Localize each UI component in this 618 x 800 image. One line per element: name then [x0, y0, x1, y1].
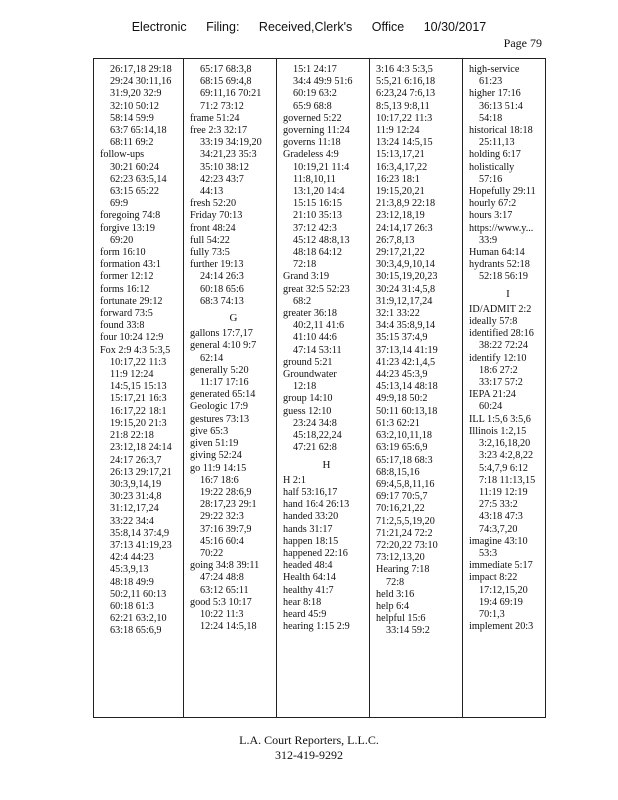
- header-office: Office: [371, 20, 405, 34]
- index-entry: 60:18 61:3: [110, 600, 154, 612]
- index-entry: 41:10 44:6: [293, 332, 337, 344]
- index-entry: generally 5:20: [190, 364, 249, 376]
- index-entry: free 2:3 32:17: [190, 125, 248, 137]
- index-entry: 30:3,4,9,10,14: [376, 259, 435, 271]
- index-entry: Hopefully 29:11: [469, 186, 536, 198]
- index-entry: 48:18 64:12: [293, 247, 342, 259]
- index-entry: 44:13: [200, 186, 224, 198]
- index-entry: 24:14,17 26:3: [376, 222, 433, 234]
- index-entry: 19:22 28:6,9: [200, 486, 252, 498]
- index-entry: 71:21,24 72:2: [376, 527, 433, 539]
- index-entry: foregoing 74:8: [100, 210, 161, 222]
- index-entry: 60:18 65:6: [200, 283, 244, 295]
- index-entry: happened 22:16: [283, 547, 348, 559]
- index-entry: Illinois 1:2,15: [469, 425, 527, 437]
- index-entry: ideally 57:8: [469, 316, 518, 328]
- index-entry: 11:9 12:24: [110, 369, 154, 381]
- index-entry: 62:21 63:2,10: [110, 613, 167, 625]
- index-entry: impact 8:22: [469, 572, 518, 584]
- index-entry: identify 12:10: [469, 352, 527, 364]
- index-column-1: [94, 59, 184, 717]
- index-entry: holding 6:17: [469, 149, 521, 161]
- index-entry: 33:14 59:2: [386, 625, 430, 637]
- index-column-4: [370, 59, 463, 717]
- index-entry: hands 31:17: [283, 523, 333, 535]
- index-entry: governing 11:24: [283, 125, 350, 137]
- index-entry: 57:16: [479, 173, 503, 185]
- index-entry: 69:4,5,8,11,16: [376, 478, 435, 490]
- index-column-5: [463, 59, 547, 717]
- index-entry: higher 17:16: [469, 88, 521, 100]
- index-entry: 71:2,5,5,19,20: [376, 515, 435, 527]
- index-entry: 33:19 34:19,20: [200, 137, 262, 149]
- index-entry: 29:24 30:11,16: [110, 76, 172, 88]
- index-entry: half 53:16,17: [283, 486, 338, 498]
- index-entry: 24:17 26:3,7: [110, 454, 162, 466]
- index-entry: 68:11 69:2: [110, 137, 154, 149]
- index-entry: holistically: [469, 161, 515, 173]
- index-entry: handed 33:20: [283, 511, 339, 523]
- index-entry: ground 5:21: [283, 356, 333, 368]
- index-entry: form 16:10: [100, 247, 146, 259]
- index-entry: 30:21 60:24: [110, 161, 159, 173]
- index-entry: 73:12,13,20: [376, 552, 425, 564]
- index-entry: group 14:10: [283, 393, 333, 405]
- index-entry: hear 8:18: [283, 596, 322, 608]
- index-entry: 21:3,8,9 22:18: [376, 198, 436, 210]
- index-entry: 33:9: [479, 234, 498, 246]
- index-entry: 31:9,20 32:9: [110, 88, 162, 100]
- index-letter-heading: I: [506, 287, 510, 300]
- index-entry: Hearing 7:18: [376, 564, 430, 576]
- index-entry: 62:23 63:5,14: [110, 173, 167, 185]
- footer-company: L.A. Court Reporters, L.L.C.: [239, 733, 379, 747]
- index-entry: 62:14: [200, 352, 224, 364]
- index-entry: 33:17 57:2: [479, 377, 523, 389]
- index-entry: 69:9: [110, 198, 129, 210]
- index-entry: 16:17,22 18:1: [110, 405, 167, 417]
- index-entry: front 48:24: [190, 222, 236, 234]
- index-entry: 3:23 4:2,8,22: [479, 450, 534, 462]
- index-entry: Groundwater: [283, 369, 337, 381]
- index-entry: gestures 73:13: [190, 413, 250, 425]
- index-column-2: [184, 59, 277, 717]
- index-entry: former 12:12: [100, 271, 154, 283]
- index-entry: 35:15 37:4,9: [376, 332, 428, 344]
- index-entry: 68:3 74:13: [200, 295, 244, 307]
- index-entry: 37:16 39:7,9: [200, 523, 252, 535]
- index-entry: Geologic 17:9: [190, 401, 249, 413]
- index-entry: 65:9 68:8: [293, 100, 332, 112]
- index-entry: IEPA 21:24: [469, 389, 516, 401]
- index-entry: happen 18:15: [283, 535, 339, 547]
- index-entry: 61:23: [479, 76, 503, 88]
- index-entry: 30:3,9,14,19: [110, 478, 162, 490]
- index-entry: give 65:3: [190, 425, 229, 437]
- index-entry: greater 36:18: [283, 308, 338, 320]
- index-entry: Fox 2:9 4:3 5:3,5: [100, 344, 171, 356]
- index-entry: 11:8,10,11: [293, 173, 336, 185]
- index-entry: help 6:4: [376, 600, 410, 612]
- index-entry: 15:13,17,21: [376, 149, 425, 161]
- index-entry: Friday 70:13: [190, 210, 243, 222]
- index-entry: 33:22 34:4: [110, 515, 154, 527]
- index-entry: 38:22 72:24: [479, 340, 528, 352]
- index-entry: 69:17 70:5,7: [376, 491, 428, 503]
- index-entry: good 5:3 10:17: [190, 596, 252, 608]
- index-entry: 6:23,24 7:6,13: [376, 88, 436, 100]
- index-entry: heard 45:9: [283, 608, 327, 620]
- index-entry: 26:7,8,13: [376, 234, 415, 246]
- index-entry: 58:14 59:9: [110, 112, 154, 124]
- index-entry: fully 73:5: [190, 247, 230, 259]
- index-entry: 13:1,20 14:4: [293, 186, 345, 198]
- index-entry: 61:3 62:21: [376, 417, 420, 429]
- index-entry: 21:8 22:18: [110, 430, 154, 442]
- index-entry: 11:9 12:24: [376, 125, 420, 137]
- index-entry: hours 3:17: [469, 210, 513, 222]
- index-entry: headed 48:4: [283, 560, 333, 572]
- index-entry: frame 51:24: [190, 112, 240, 124]
- index-entry: 13:24 14:5,15: [376, 137, 433, 149]
- index-entry: 54:18: [479, 112, 503, 124]
- index-entry: helpful 15:6: [376, 613, 426, 625]
- index-entry: 63:12 65:11: [200, 584, 249, 596]
- index-entry: 10:22 11:3: [200, 608, 244, 620]
- index-entry: 45:12 48:8,13: [293, 234, 350, 246]
- index-entry: four 10:24 12:9: [100, 332, 164, 344]
- index-entry: 70:22: [200, 547, 224, 559]
- index-entry: 24:14 26:3: [200, 271, 244, 283]
- index-entry: 48:18 49:9: [110, 576, 154, 588]
- index-entry: historical 18:18: [469, 125, 533, 137]
- index-entry: 16:3,4,17,22: [376, 161, 428, 173]
- index-entry: 15:1 24:17: [293, 64, 337, 75]
- index-entry: fresh 52:20: [190, 198, 237, 210]
- index-entry: 72:8: [386, 576, 405, 588]
- index-entry: forms 16:12: [100, 283, 150, 295]
- index-box: [93, 58, 546, 718]
- index-entry: found 33:8: [100, 320, 145, 332]
- index-entry: 19:15,20,21: [376, 186, 425, 198]
- index-entry: 16:23 18:1: [376, 173, 420, 185]
- index-entry: held 3:16: [376, 588, 415, 600]
- index-entry: 42:23 43:7: [200, 173, 244, 185]
- index-entry: 53:3: [479, 547, 498, 559]
- index-entry: 45:16 60:4: [200, 535, 244, 547]
- index-entry: 68:2: [293, 295, 312, 307]
- index-entry: 5:4,7,9 6:12: [479, 462, 528, 474]
- index-entry: H 2:1: [283, 474, 306, 486]
- index-entry: 8:5,13 9:8,11: [376, 100, 430, 112]
- index-entry: 37:13,14 41:19: [376, 344, 438, 356]
- index-entry: given 51:19: [190, 438, 239, 450]
- index-entry: hearing 1:15 2:9: [283, 621, 350, 633]
- index-entry: 60:19 63:2: [293, 88, 337, 100]
- index-entry: 45:3,9,13: [110, 564, 149, 576]
- index-entry: 68:15 69:4,8: [200, 76, 252, 88]
- index-entry: formation 43:1: [100, 259, 161, 271]
- index-entry: 42:4 44:23: [110, 552, 154, 564]
- index-entry: 10:17,22 11:3: [376, 112, 433, 124]
- index-entry: 32:1 33:22: [376, 308, 420, 320]
- index-entry: 71:2 73:12: [200, 100, 244, 112]
- index-entry: 50:2,11 60:13: [110, 588, 167, 600]
- index-entry: 44:23 45:3,9: [376, 369, 428, 381]
- index-entry: 37:13 41:19,23: [110, 539, 172, 551]
- index-entry: identified 28:16: [469, 328, 534, 340]
- index-entry: fortunate 29:12: [100, 295, 163, 307]
- index-entry: 26:13 29:17,21: [110, 466, 172, 478]
- index-entry: go 11:9 14:15: [190, 462, 247, 474]
- index-entry: 74:3,7,20: [479, 523, 518, 535]
- index-entry: 7:18 11:13,15: [479, 474, 536, 486]
- header-received: Received,Clerk's: [258, 20, 353, 34]
- index-entry: 35:10 38:12: [200, 161, 249, 173]
- index-entry: 47:14 53:11: [293, 344, 342, 356]
- index-entry: 31:12,17,24: [110, 503, 159, 515]
- index-entry: 19:15,20 21:3: [110, 417, 167, 429]
- index-entry: 10:17,22 11:3: [110, 356, 167, 368]
- index-entry: 70:16,21,22: [376, 503, 425, 515]
- index-entry: giving 52:24: [190, 450, 242, 462]
- index-entry: 63:15 65:22: [110, 186, 159, 198]
- index-entry: 14:5,15 15:13: [110, 381, 167, 393]
- index-entry: great 32:5 52:23: [283, 283, 350, 295]
- index-entry: 3:2,16,18,20: [479, 438, 531, 450]
- index-entry: 43:18 47:3: [479, 511, 523, 523]
- index-entry: 60:24: [479, 401, 503, 413]
- index-entry: 35:8,14 37:4,9: [110, 527, 170, 539]
- index-entry: immediate 5:17: [469, 560, 533, 572]
- index-entry: 29:22 32:3: [200, 511, 244, 523]
- index-entry: forward 73:5: [100, 308, 153, 320]
- index-entry: 31:9,12,17,24: [376, 295, 433, 307]
- index-letter-heading: G: [229, 312, 238, 325]
- index-entry: general 4:10 9:7: [190, 340, 257, 352]
- header-electronic: Electronic: [131, 20, 187, 34]
- index-entry: hand 16:4 26:13: [283, 499, 350, 511]
- index-entry: 63:18 65:6,9: [110, 625, 162, 637]
- index-entry: 34:4 49:9 51:6: [293, 76, 353, 88]
- index-entry: 23:12,18 24:14: [110, 442, 172, 454]
- index-entry: further 19:13: [190, 259, 244, 271]
- index-entry: 72:20,22 73:10: [376, 539, 438, 551]
- index-entry: 34:21,23 35:3: [200, 149, 257, 161]
- index-entry: 68:8,15,16: [376, 466, 420, 478]
- index-entry: 11:17 17:16: [200, 377, 249, 389]
- index-entry: 49:9,18 50:2: [376, 393, 428, 405]
- index-entry: ID/ADMIT 2:2: [469, 303, 532, 315]
- index-entry: Grand 3:19: [283, 271, 330, 283]
- index-entry: 26:17,18 29:18: [110, 64, 172, 75]
- page-number: Page 79: [503, 36, 542, 50]
- index-entry: full 54:22: [190, 234, 230, 246]
- index-entry: follow-ups: [100, 149, 145, 161]
- index-entry: generated 65:14: [190, 389, 256, 401]
- index-entry: 29:17,21,22: [376, 247, 425, 259]
- index-entry: 45:18,22,24: [293, 430, 342, 442]
- index-entry: 27:5 33:2: [479, 499, 518, 511]
- index-entry: 15:17,21 16:3: [110, 393, 167, 405]
- index-entry: 47:24 48:8: [200, 572, 244, 584]
- index-entry: 15:15 16:15: [293, 198, 342, 210]
- index-entry: 25:11,13: [479, 137, 515, 149]
- index-entry: ILL 1:5,6 3:5,6: [469, 413, 531, 425]
- index-entry: guess 12:10: [283, 405, 332, 417]
- index-entry: 41:23 42:1,4,5: [376, 356, 436, 368]
- index-entry: governed 5:22: [283, 112, 342, 124]
- footer-phone: 312-419-9292: [275, 748, 343, 762]
- index-entry: 17:12,15,20: [479, 584, 528, 596]
- index-entry: high-service: [469, 64, 520, 75]
- footer: [0, 733, 618, 763]
- index-entry: 16:7 18:6: [200, 474, 239, 486]
- index-entry: 65:17 68:3,8: [200, 64, 252, 75]
- index-entry: 32:10 50:12: [110, 100, 159, 112]
- index-entry: 63:19 65:6,9: [376, 442, 428, 454]
- index-entry: healthy 41:7: [283, 584, 334, 596]
- index-letter-heading: H: [322, 458, 331, 471]
- index-entry: 69:11,16 70:21: [200, 88, 262, 100]
- filing-header: [0, 20, 618, 34]
- header-filing: Filing:: [206, 20, 240, 34]
- index-entry: 52:18 56:19: [479, 271, 528, 283]
- index-entry: 30:15,19,20,23: [376, 271, 438, 283]
- index-column-3: [277, 59, 370, 717]
- index-entry: 50:11 60:13,18: [376, 405, 438, 417]
- index-entry: 63:2,10,11,18: [376, 430, 432, 442]
- index-entry: 21:10 35:13: [293, 210, 342, 222]
- index-entry: gallons 17:7,17: [190, 328, 253, 340]
- index-entry: governs 11:18: [283, 137, 341, 149]
- index-entry: 28:17,23 29:1: [200, 499, 257, 511]
- index-entry: 65:17,18 68:3: [376, 454, 433, 466]
- index-entry: 47:21 62:8: [293, 442, 337, 454]
- index-entry: 3:16 4:3 5:3,5: [376, 64, 433, 75]
- index-entry: 34:4 35:8,9,14: [376, 320, 436, 332]
- index-entry: 72:18: [293, 259, 317, 271]
- index-entry: imagine 43:10: [469, 535, 528, 547]
- index-entry: Health 64:14: [283, 572, 336, 584]
- index-entry: 11:19 12:19: [479, 486, 528, 498]
- index-entry: forgive 13:19: [100, 222, 155, 234]
- index-entry: hydrants 52:18: [469, 259, 530, 271]
- index-entry: 36:13 51:4: [479, 100, 523, 112]
- index-entry: 5:5,21 6:16,18: [376, 76, 436, 88]
- index-entry: Human 64:14: [469, 247, 525, 259]
- index-entry: 37:12 42:3: [293, 222, 337, 234]
- index-entry: 70:1,3: [479, 608, 505, 620]
- index-entry: 10:19,21 11:4: [293, 161, 350, 173]
- index-entry: 18:6 27:2: [479, 364, 518, 376]
- index-entry: https://www.y...: [469, 222, 534, 234]
- index-entry: hourly 67:2: [469, 198, 517, 210]
- index-entry: 69:20: [110, 234, 134, 246]
- index-entry: 23:24 34:8: [293, 417, 337, 429]
- index-entry: implement 20:3: [469, 621, 534, 633]
- index-entry: 45:13,14 48:18: [376, 381, 438, 393]
- index-entry: 12:24 14:5,18: [200, 621, 257, 633]
- index-entry: 63:7 65:14,18: [110, 125, 167, 137]
- index-entry: 40:2,11 41:6: [293, 320, 345, 332]
- index-entry: Gradeless 4:9: [283, 149, 339, 161]
- index-entry: 30:24 31:4,5,8: [376, 283, 436, 295]
- index-entry: 23:12,18,19: [376, 210, 425, 222]
- index-entry: 30:23 31:4,8: [110, 491, 162, 503]
- index-entry: 12:18: [293, 381, 317, 393]
- index-entry: 19:4 69:19: [479, 596, 523, 608]
- header-date: 10/30/2017: [423, 20, 487, 34]
- index-entry: going 34:8 39:11: [190, 560, 260, 572]
